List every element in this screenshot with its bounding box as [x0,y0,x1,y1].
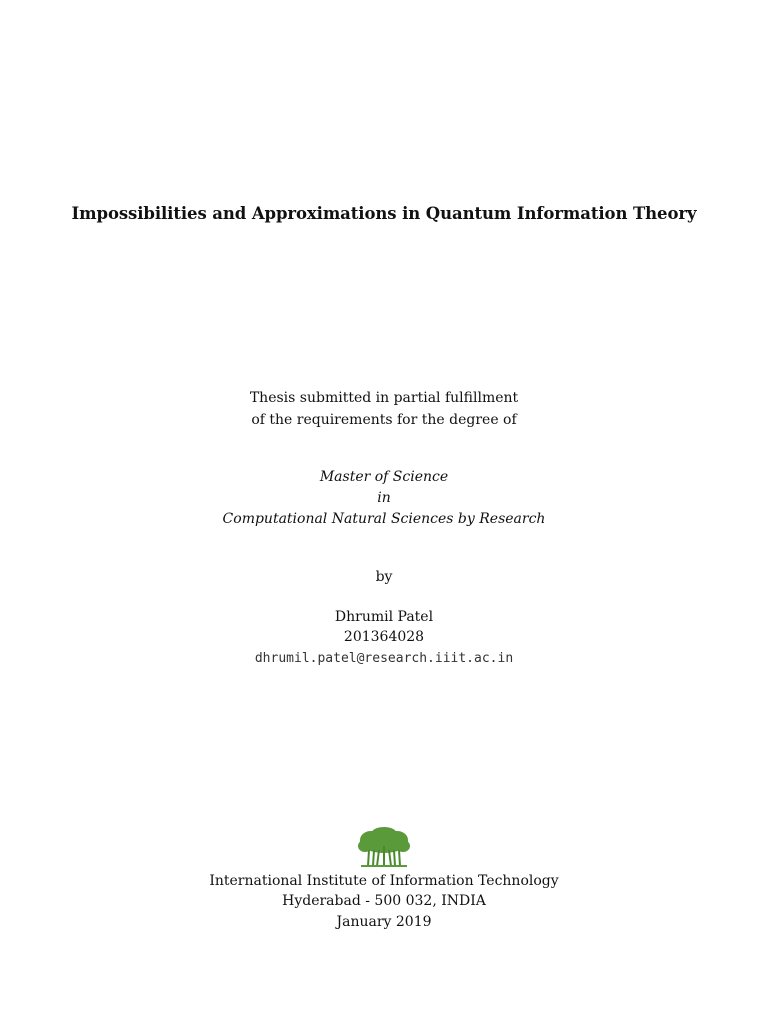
thesis-title: Impossibilities and Approximations in Quantum Information Theory [71,204,697,223]
submission-line-2: of the requirements for the degree of [251,412,517,428]
degree-connector: in [377,490,391,506]
author-id: 201364028 [343,629,425,645]
institution-address: Hyderabad - 500 032, INDIA [282,893,486,909]
author-name: Dhrumil Patel [334,609,434,625]
submission-line-1: Thesis submitted in partial fulfillment [249,390,519,406]
banyan-tree-logo-icon [357,826,411,868]
author-email: dhrumil.patel@research.iiit.ac.in [254,651,514,666]
degree-name: Master of Science [319,469,449,485]
institution-name: International Institute of Information Technology [209,873,559,889]
submission-date: January 2019 [336,914,432,930]
degree-field: Computational Natural Sciences by Research [222,511,546,527]
by-label: by [375,569,393,585]
